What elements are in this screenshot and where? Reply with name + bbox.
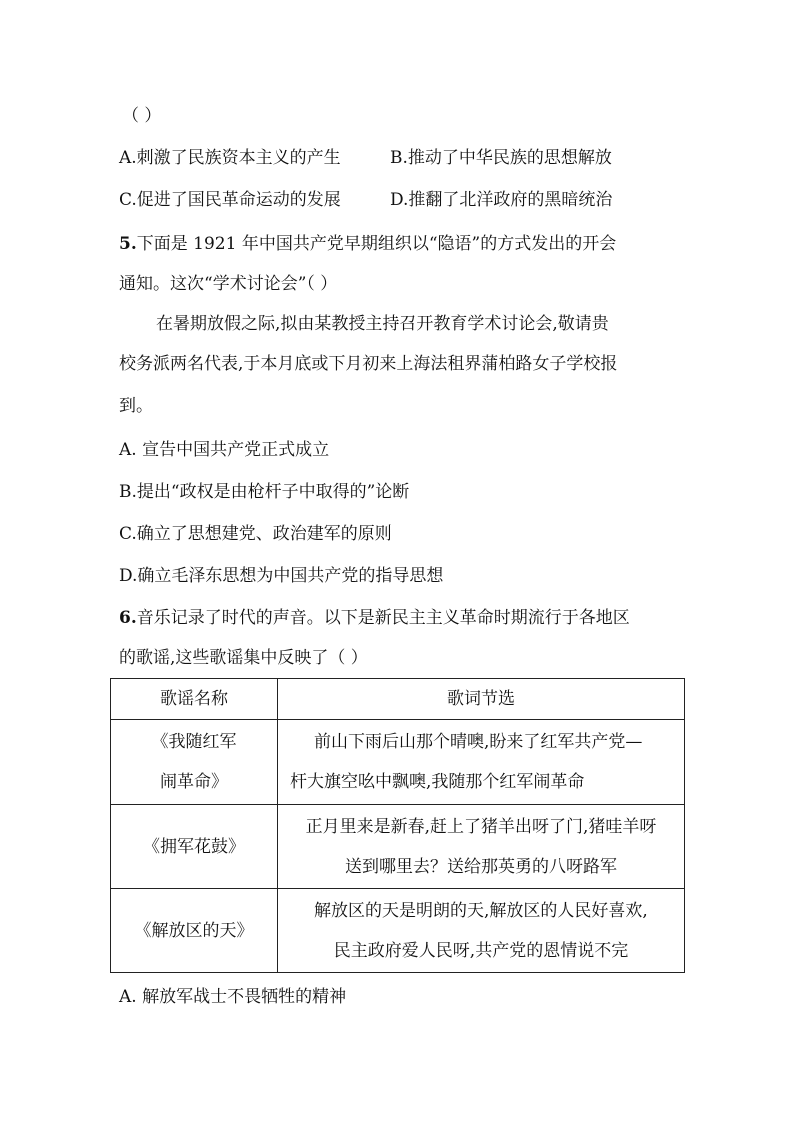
question-text: 下面是 1921 年中国共产党早期组织以“隐语”的方式发出的开会 (136, 234, 617, 254)
lyric-line: 民主政府爱人民呀,共产党的恩情说不完 (333, 940, 629, 961)
header-song-name: 歌谣名称 (111, 679, 278, 720)
option-c: C.确立了思想建党、政治建军的原则 (119, 524, 392, 544)
option-a: A.刺激了民族资本主义的产生 (119, 148, 341, 168)
question-number: 6. (119, 608, 137, 628)
question-text: 音乐记录了时代的声音。以下是新民主主义革命时期流行于各地区 (136, 608, 630, 628)
question-number: 5. (119, 234, 137, 254)
notice-line-3: 到。 (119, 396, 153, 416)
question-5-stem-line2: 通知。这次“学术讨论会”（ ） (119, 274, 338, 294)
option-a: A. 解放军战士不畏牺牲的精神 (119, 987, 347, 1007)
question-5-stem-line1 (119, 232, 616, 256)
question-6-stem-line1 (119, 606, 630, 630)
table-row (111, 805, 685, 889)
lyric-cell (278, 720, 685, 805)
table-row (111, 720, 685, 805)
answer-bracket: （ ） (122, 106, 162, 126)
option-b: B.推动了中华民族的思想解放 (390, 148, 612, 168)
lyric-line: 杆大旗空吆中飘噢,我随那个红军闹革命 (290, 772, 585, 792)
table-row (111, 889, 685, 973)
songs-table (110, 678, 685, 973)
lyric-line: 正月里来是新春,赶上了猪羊出呀了门,猪哇羊呀 (305, 816, 657, 837)
header-lyrics: 歌词节选 (278, 679, 685, 720)
lyric-cell (278, 805, 685, 889)
song-name-line: 闹革命》 (160, 772, 228, 792)
option-c: C.促进了国民革命运动的发展 (119, 190, 341, 210)
song-name-line: 《拥军花鼓》 (143, 836, 245, 857)
lyric-cell (278, 889, 685, 973)
song-name-line: 《我随红军 (151, 732, 237, 752)
lyric-line: 解放区的天是明朗的天,解放区的人民好喜欢, (314, 900, 648, 921)
option-b: B.提出“政权是由枪杆子中取得的”论断 (119, 482, 410, 502)
table-header-row (111, 679, 685, 720)
lyric-line: 送到哪里去？送给那英勇的八呀路军 (345, 856, 617, 877)
lyric-line: 前山下雨后山那个晴噢,盼来了红军共产党— (314, 732, 643, 752)
song-name-line: 《解放区的天》 (134, 920, 254, 941)
question-6-stem-line2: 的歌谣,这些歌谣集中反映了（ ） (119, 648, 368, 668)
song-name-cell (111, 805, 278, 889)
song-name-cell (111, 889, 278, 973)
option-d: D.确立毛泽东思想为中国共产党的指导思想 (119, 566, 444, 586)
song-name-cell (111, 720, 278, 805)
option-a: A. 宣告中国共产党正式成立 (119, 440, 330, 460)
option-d: D.推翻了北洋政府的黑暗统治 (390, 190, 613, 210)
notice-line-2: 校务派两名代表,于本月底或下月初来上海法租界蒲柏路女子学校报 (119, 354, 618, 374)
notice-line-1: 在暑期放假之际,拟由某教授主持召开教育学术讨论会,敬请贵 (156, 314, 609, 334)
